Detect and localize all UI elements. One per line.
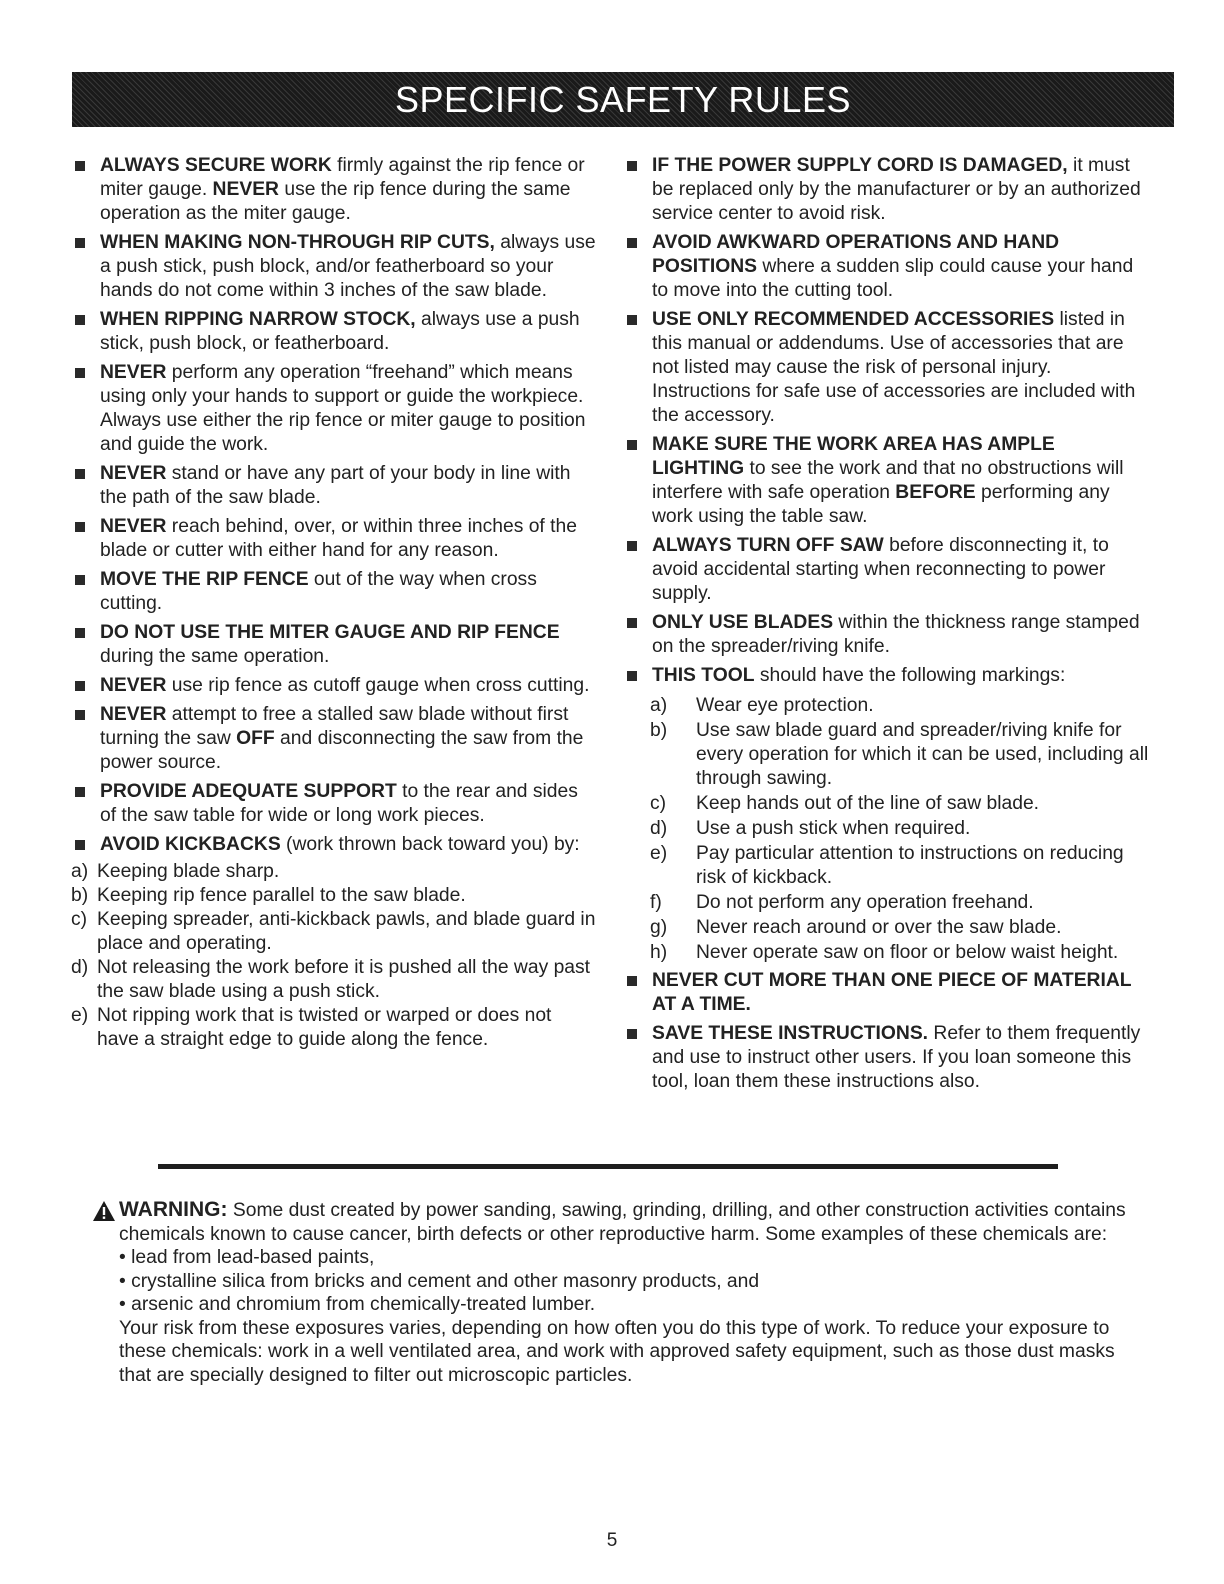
warning-intro: WARNING: Some dust created by power sanding, sawing, grinding, drilling, and other construction activities contains chemicals known to cause cancer, birth defects or other reproductive harm. Some examples of these chemicals are: bbox=[119, 1198, 1126, 1245]
warning-closing: Your risk from these exposures varies, depending on how often you do this type of work. To reduce your exposure to these chemicals: work in a well ventilated area, and work with approved safety equipment, such as those dust masks that are specially designed to filter out microscopic particles. bbox=[119, 1317, 1115, 1386]
rule-item: NEVER CUT MORE THAN ONE PIECE OF MATERIAL AT A TIME. bbox=[624, 969, 1149, 1017]
square-bullet-icon bbox=[627, 976, 637, 986]
list-item: d) Use a push stick when required. bbox=[650, 818, 971, 839]
square-bullet-icon bbox=[75, 575, 85, 585]
rule-item: WHEN RIPPING NARROW STOCK, always use a push stick, push block, or featherboard. bbox=[72, 308, 597, 356]
square-bullet-icon bbox=[627, 671, 637, 681]
square-bullet-icon bbox=[75, 787, 85, 797]
kickback-list bbox=[72, 860, 597, 1052]
list-item: b) Use saw blade guard and spreader/riving knife for every operation for which it can be used, including all through sawing. bbox=[650, 720, 1149, 789]
rule-item: AVOID KICKBACKS (work thrown back toward you) by: bbox=[72, 833, 597, 857]
rule-item: ALWAYS SECURE WORK firmly against the rip fence or miter gauge. NEVER use the rip fence during the same operation as the miter gauge. bbox=[72, 154, 597, 226]
list-item: b) Keeping rip fence parallel to the saw blade. bbox=[71, 885, 466, 906]
square-bullet-icon bbox=[627, 315, 637, 325]
list-item: e) Pay particular attention to instructions on reducing risk of kickback. bbox=[650, 843, 1124, 888]
list-item: a) Keeping blade sharp. bbox=[71, 861, 280, 882]
list-item: • lead from lead-based paints, bbox=[119, 1247, 375, 1268]
rule-item: DO NOT USE THE MITER GAUGE AND RIP FENCE during the same operation. bbox=[72, 621, 597, 669]
rule-item: THIS TOOL should have the following markings: bbox=[624, 664, 1149, 688]
list-item: a) Wear eye protection. bbox=[650, 695, 874, 716]
square-bullet-icon bbox=[75, 840, 85, 850]
rule-item: SAVE THESE INSTRUCTIONS. Refer to them frequently and use to instruct other users. If you loan someone this tool, loan them these instructions also. bbox=[624, 1022, 1149, 1094]
square-bullet-icon bbox=[75, 628, 85, 638]
rule-item: IF THE POWER SUPPLY CORD IS DAMAGED, it must be replaced only by the manufacturer or by an authorized service center to avoid risk. bbox=[624, 154, 1149, 226]
divider bbox=[158, 1164, 1058, 1169]
page-title: SPECIFIC SAFETY RULES bbox=[395, 78, 851, 120]
square-bullet-icon bbox=[75, 681, 85, 691]
rule-item: NEVER perform any operation “freehand” which means using only your hands to support or guide the workpiece. Always use either the rip fence or miter gauge to position and guide the work. bbox=[72, 361, 597, 457]
square-bullet-icon bbox=[75, 710, 85, 720]
page-number: 5 bbox=[606, 1530, 618, 1551]
square-bullet-icon bbox=[75, 238, 85, 248]
right-column bbox=[624, 154, 1149, 1099]
rule-item: PROVIDE ADEQUATE SUPPORT to the rear and sides of the saw table for wide or long work pieces. bbox=[72, 780, 597, 828]
list-item: • arsenic and chromium from chemically-treated lumber. bbox=[119, 1294, 596, 1315]
list-item: h) Never operate saw on floor or below waist height. bbox=[650, 942, 1119, 963]
title-banner bbox=[72, 72, 1174, 127]
list-item: c) Keep hands out of the line of saw blade. bbox=[650, 793, 1040, 814]
warning-body bbox=[119, 1198, 1132, 1387]
rule-item: NEVER stand or have any part of your body in line with the path of the saw blade. bbox=[72, 462, 597, 510]
warning-triangle-icon bbox=[92, 1200, 116, 1222]
list-item: • crystalline silica from bricks and cement and other masonry products, and bbox=[119, 1270, 760, 1292]
square-bullet-icon bbox=[627, 238, 637, 248]
rule-item: MAKE SURE THE WORK AREA HAS AMPLE LIGHTING to see the work and that no obstructions will interfere with safe operation BEFORE performing any work using the table saw. bbox=[624, 433, 1149, 529]
square-bullet-icon bbox=[627, 541, 637, 551]
square-bullet-icon bbox=[75, 315, 85, 325]
list-item: c) Keeping spreader, anti-kickback pawls, and blade guard in place and operating. bbox=[71, 909, 596, 954]
list-item: d) Not releasing the work before it is pushed all the way past the saw blade using a push stick. bbox=[71, 957, 591, 1002]
rule-item: WHEN MAKING NON-THROUGH RIP CUTS, always use a push stick, push block, and/or featherboard so your hands do not come within 3 inches of the saw blade. bbox=[72, 231, 597, 303]
rule-item: NEVER use rip fence as cutoff gauge when cross cutting. bbox=[72, 674, 597, 698]
square-bullet-icon bbox=[627, 440, 637, 450]
square-bullet-icon bbox=[627, 1029, 637, 1039]
rule-item: USE ONLY RECOMMENDED ACCESSORIES listed in this manual or addendums. Use of accessories that are not listed may cause the risk of personal injury. Instructions for safe use of accessories are included with the accessory. bbox=[624, 308, 1149, 428]
square-bullet-icon bbox=[627, 161, 637, 171]
list-item: g) Never reach around or over the saw blade. bbox=[650, 917, 1062, 938]
rule-item: ALWAYS TURN OFF SAW before disconnecting it, to avoid accidental starting when reconnecting to power supply. bbox=[624, 534, 1149, 606]
square-bullet-icon bbox=[75, 161, 85, 171]
square-bullet-icon bbox=[627, 618, 637, 628]
warning-block bbox=[92, 1198, 1132, 1387]
left-column bbox=[72, 154, 597, 1052]
rule-item: NEVER reach behind, over, or within three inches of the blade or cutter with either hand for any reason. bbox=[72, 515, 597, 563]
square-bullet-icon bbox=[75, 368, 85, 378]
list-item: e) Not ripping work that is twisted or warped or does not have a straight edge to guide along the fence. bbox=[71, 1005, 552, 1050]
markings-list bbox=[624, 694, 1149, 965]
rule-item: AVOID AWKWARD OPERATIONS AND HAND POSITIONS where a sudden slip could cause your hand to move into the cutting tool. bbox=[624, 231, 1149, 303]
rule-item: MOVE THE RIP FENCE out of the way when cross cutting. bbox=[72, 568, 597, 616]
square-bullet-icon bbox=[75, 469, 85, 479]
rule-item: ONLY USE BLADES within the thickness range stamped on the spreader/riving knife. bbox=[624, 611, 1149, 659]
list-item: f) Do not perform any operation freehand. bbox=[650, 892, 1034, 913]
rule-item: NEVER attempt to free a stalled saw blade without first turning the saw OFF and disconnecting the saw from the power source. bbox=[72, 703, 597, 775]
square-bullet-icon bbox=[75, 522, 85, 532]
